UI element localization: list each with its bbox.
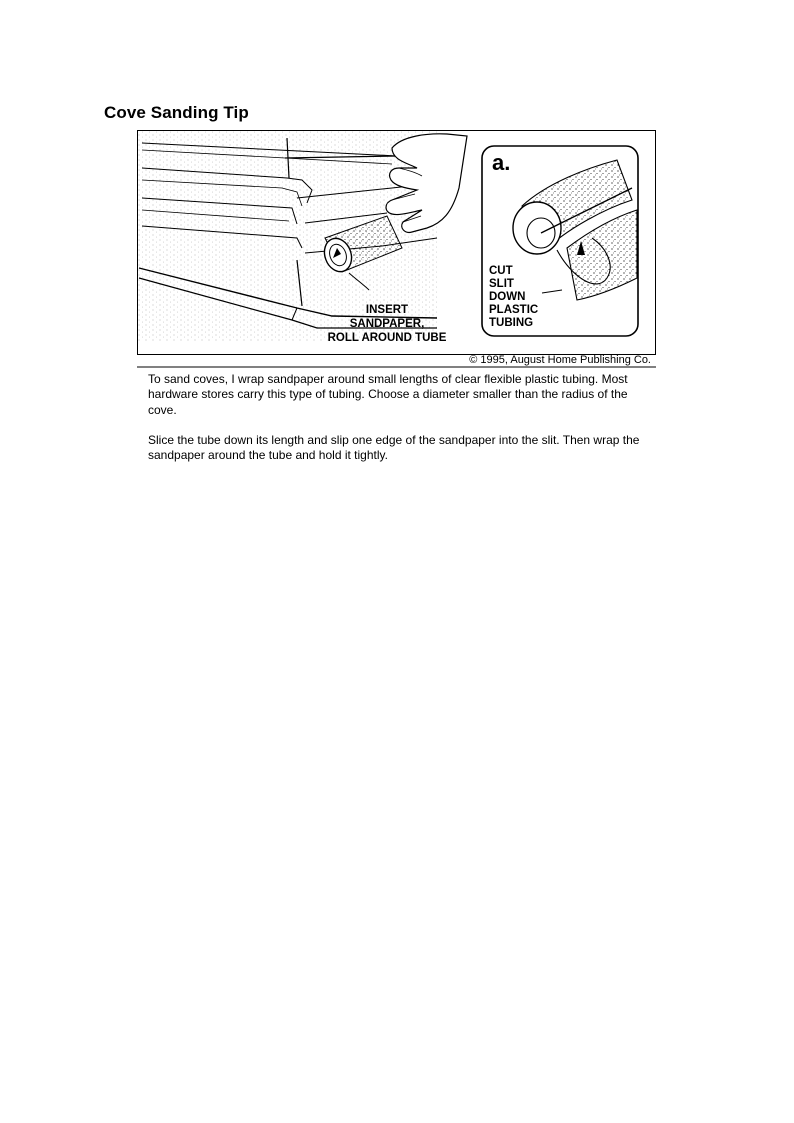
inset-label-line-5: TUBING (489, 317, 534, 329)
illustration-drawing (137, 128, 657, 370)
main-label-line-2: SANDPAPER, (349, 318, 425, 330)
main-label-line-1: INSERT (365, 304, 409, 316)
inset-label-line-2: SLIT (489, 278, 514, 290)
copyright-caption: © 1995, August Home Publishing Co. (469, 354, 651, 366)
inset-panel (482, 146, 638, 336)
main-label-line-3: ROLL AROUND TUBE (327, 332, 447, 344)
article-body (148, 372, 648, 478)
illustration-figure (137, 128, 657, 370)
inset-letter: a. (492, 150, 511, 175)
inset-label-line-3: DOWN (489, 291, 526, 303)
page-title: Cove Sanding Tip (104, 103, 249, 122)
inset-label-line-4: PLASTIC (489, 304, 539, 316)
paragraph-2: Slice the tube down its length and slip one edge of the sandpaper into the slit. Then wrap the sandpaper around the tube and hold it tightly. (148, 432, 640, 463)
inset-label-line-1: CUT (489, 265, 513, 277)
paragraph-1: To sand coves, I wrap sandpaper around small lengths of clear flexible plastic tubing. Most hardware stores carry this type of tubing. Choose a diameter smaller than the radius of the cove. (148, 372, 628, 417)
